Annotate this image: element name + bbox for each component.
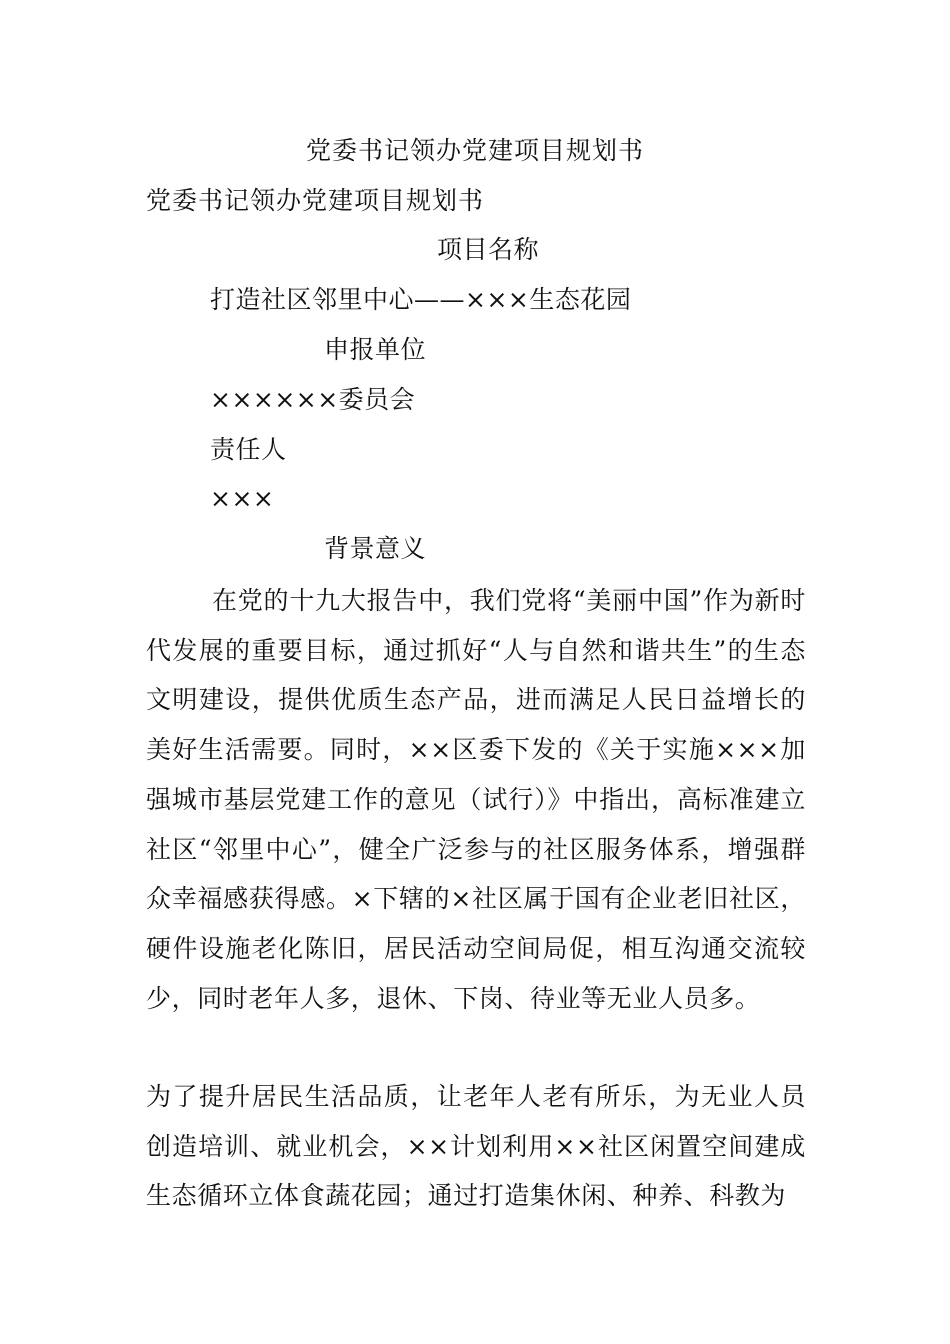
applicant-unit-heading: 申报单位 bbox=[324, 335, 427, 364]
project-name-heading: 项目名称 bbox=[437, 235, 540, 264]
background-paragraph: 在党的十九大报告中，我们党将“美丽中国”作为新时代发展的重要目标，通过抓好“人与自然和谐共生”的生态文明建设，提供优质生态产品，进而满足人民日益增长的美好生活需要。同时，××区委下发的《关于实施×××加强城市基层党建工作的意见（试行）》中指出，高标准建立社区“邻里中心”，健全广泛参与的社区服务体系，增强群众幸福感获得感。×下辖的×社区属于国有企业老旧社区，硬件设施老化陈旧，居民活动空间局促，相互沟通交流较少，同时老年人多，退休、下岗、待业等无业人员多。 bbox=[146, 586, 806, 1013]
document-subtitle: 党委书记领办党建项目规划书 bbox=[146, 186, 485, 215]
background-heading: 背景意义 bbox=[324, 534, 427, 563]
applicant-unit-value: ××××××委员会 bbox=[210, 385, 416, 414]
project-name-value: 打造社区邻里中心——×××生态花园 bbox=[210, 285, 632, 314]
purpose-paragraph: 为了提升居民生活品质，让老年人老有所乐，为无业人员创造培训、就业机会，××计划利用××社区闲置空间建成生态循环立体食蔬花园；通过打造集休闲、种养、科教为 bbox=[146, 1082, 806, 1211]
responsible-person-heading: 责任人 bbox=[210, 435, 287, 464]
document-title: 党委书记领办党建项目规划书 bbox=[305, 136, 644, 165]
responsible-person-value: ××× bbox=[210, 484, 275, 513]
